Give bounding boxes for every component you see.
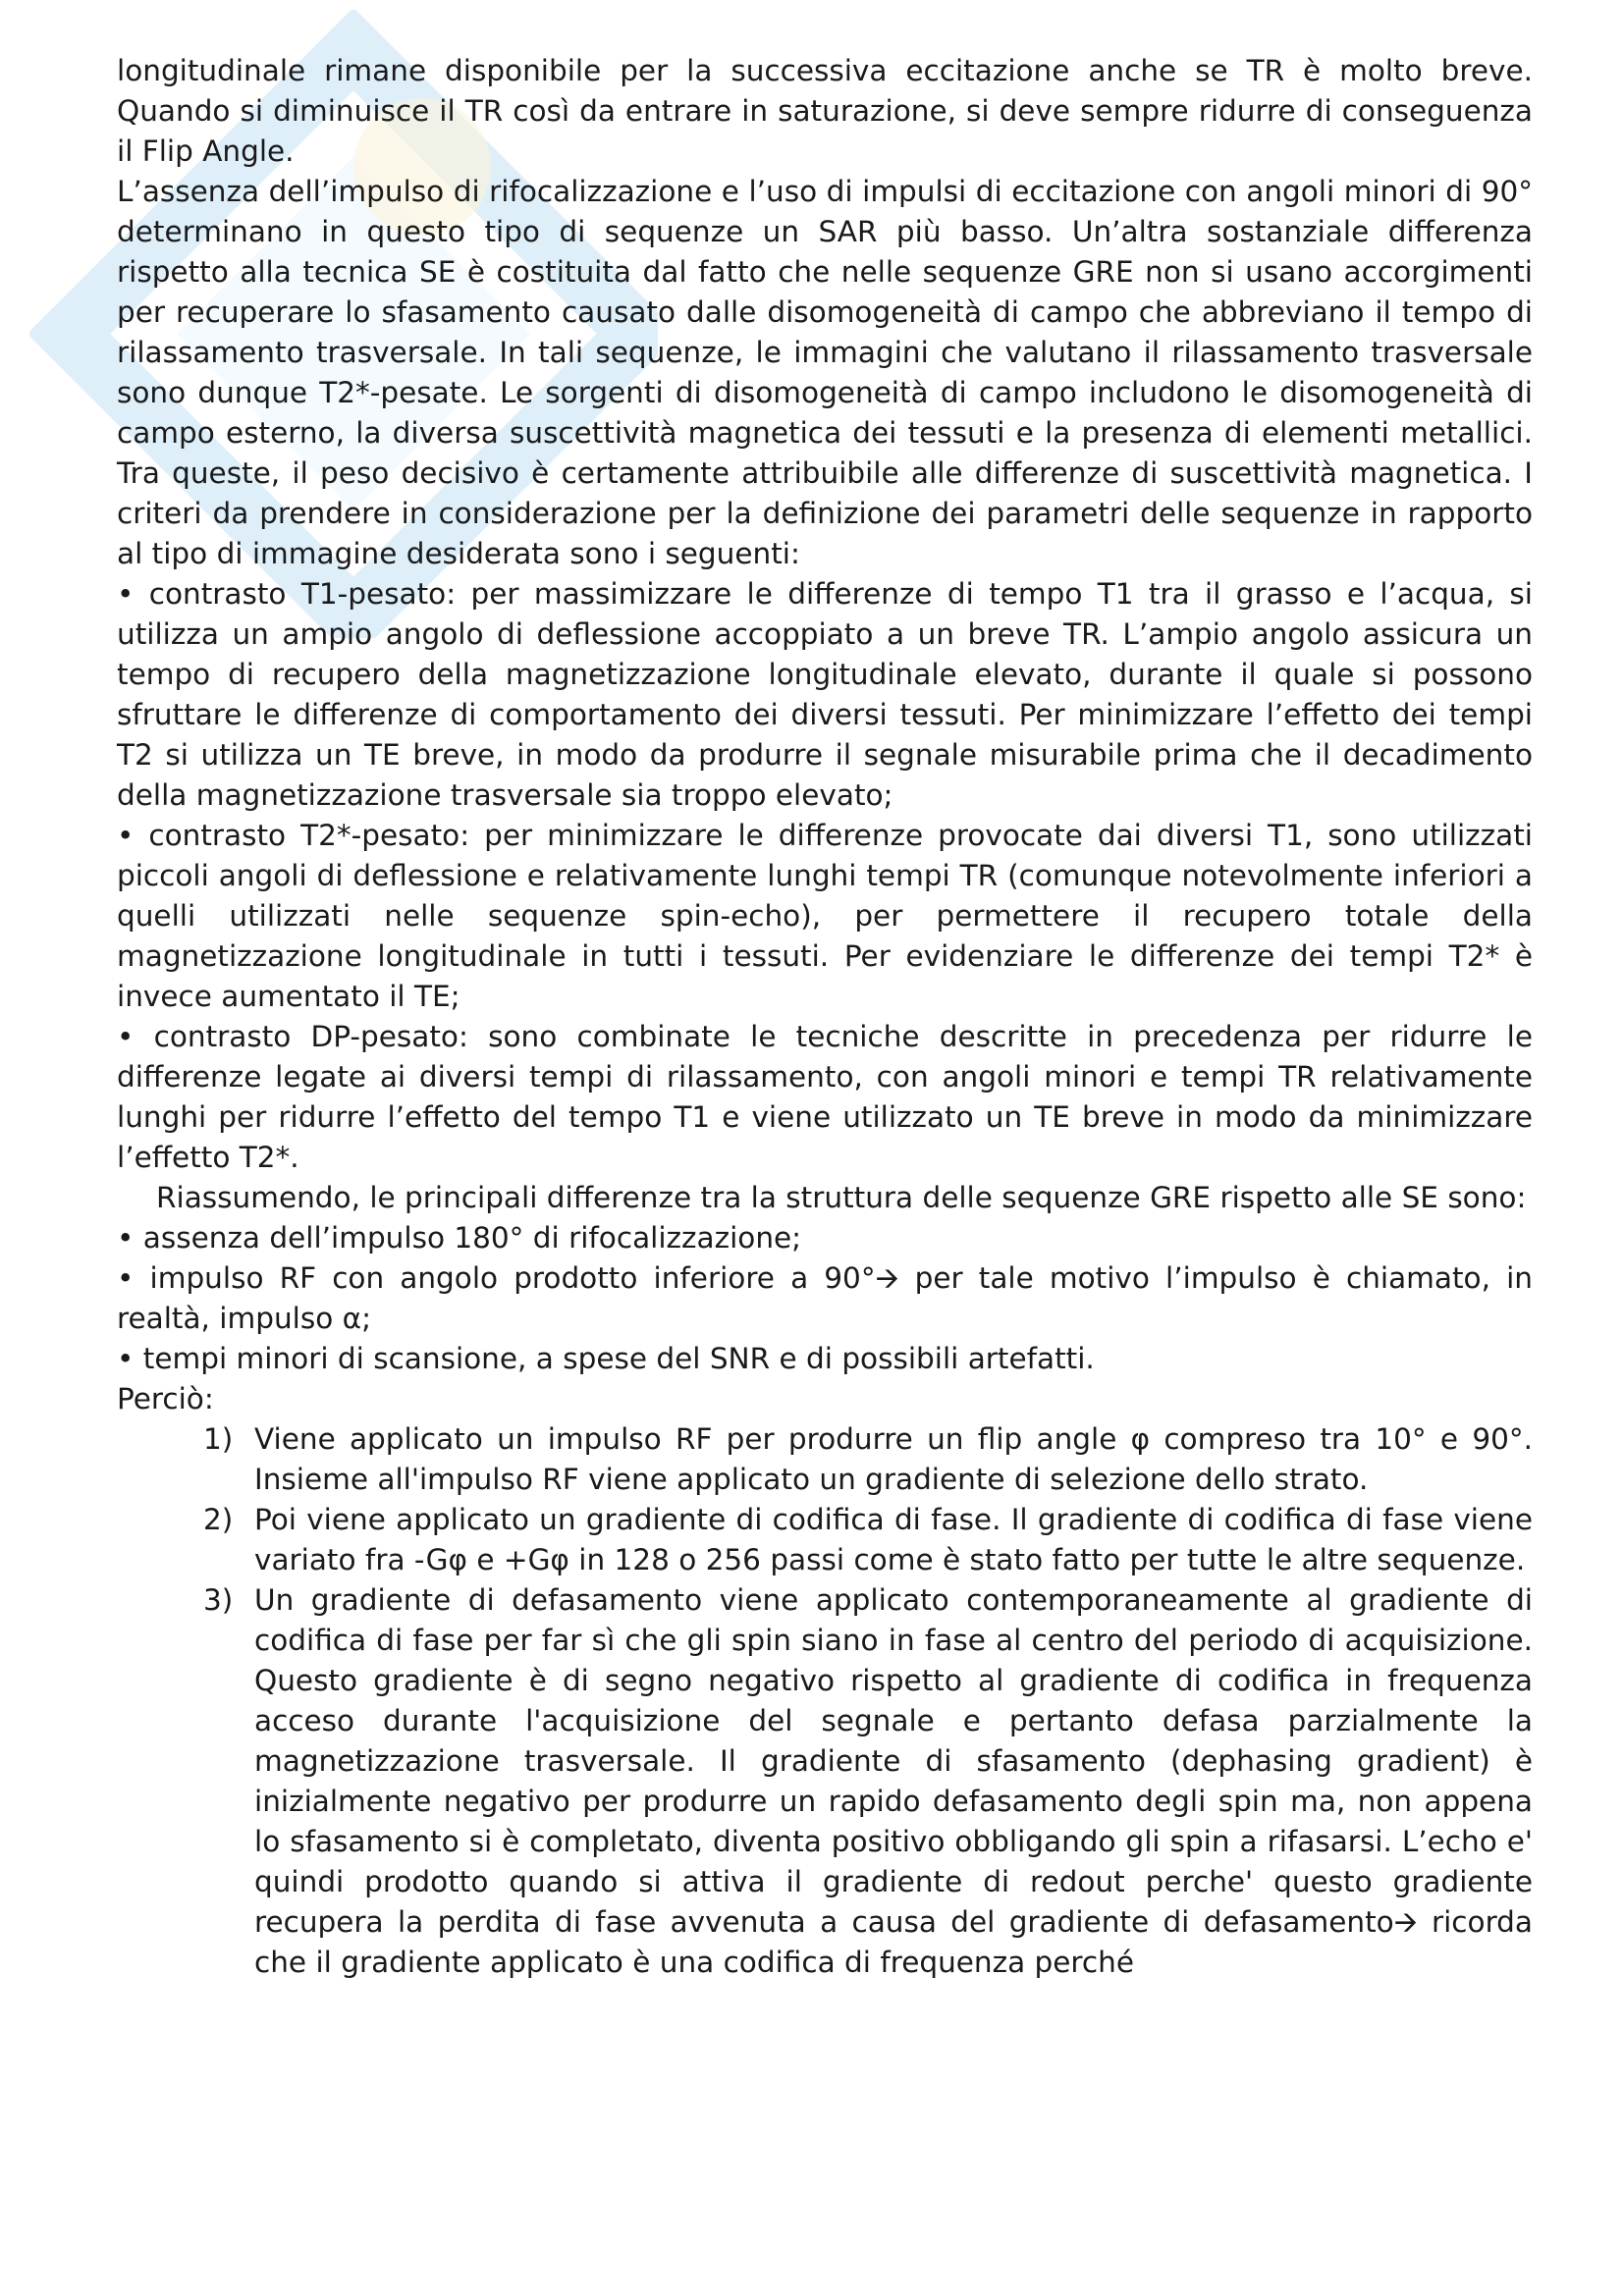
paragraph-gre-differences: L’assenza dell’impulso di rifocalizzazione e l’uso di impulsi di eccitazione con angoli minori di 90° determinano in questo tipo di sequenze un SAR più basso. Un’altra sostanziale differenza rispetto alla tecnica SE è costituita dal fatto che nelle sequenze GRE non si usano accorgimenti per recuperare lo sfasamento causato dalle disomogeneità di campo che abbreviano il tempo di rilassamento trasversale. In tali sequenze, le immagini che valutano il rilassamento trasversale sono dunque T2*-pesate. Le sorgenti di disomogeneità di campo includono le disomogeneità di campo esterno, la diversa suscettività magnetica dei tessuti e la presenza di elementi metallici. Tra queste, il peso decisivo è certamente attribuibile alle differenze di suscettività magnetica. I criteri da prendere in considerazione per la definizione dei parametri delle sequenze in rapporto al tipo di immagine desiderata sono i seguenti:: [117, 175, 1533, 570]
list-item-number: 1): [203, 1422, 234, 1456]
bullet-dp-weighted: • contrasto DP-pesato: sono combinate le tecniche descritte in precedenza per ridurre le differenze legate ai diversi tempi di rilassamento, con angoli minori e tempi TR relativamente lunghi per ridurre l’effetto del tempo T1 e viene utilizzato un TE breve in modo da minimizzare l’effetto T2*.: [117, 1020, 1533, 1174]
difference-item-3: • tempi minori di scansione, a spese del SNR e di possibili artefatti.: [117, 1342, 1095, 1375]
list-item-number: 3): [203, 1583, 234, 1617]
percio-label: Perciò:: [117, 1382, 214, 1415]
steps-list: [117, 1419, 1533, 1983]
list-item-text: Viene applicato un impulso RF per produrre un flip angle φ compreso tra 10° e 90°. Insieme all'impulso RF viene applicato un gradiente di selezione dello strato.: [254, 1422, 1533, 1496]
list-item-text: Un gradiente di defasamento viene applicato contemporaneamente al gradiente di codifica di fase per far sì che gli spin siano in fase al centro del periodo di acquisizione. Questo gradiente è di segno negativo rispetto al gradiente di codifica in frequenza acceso durante l'acquisizione del segnale e pertanto defasa parzialmente la magnetizzazione trasversale. Il gradiente di sfasamento (dephasing gradient) è inizialmente negativo per produrre un rapido defasamento degli spin ma, non appena lo sfasamento si è completato, diventa positivo obbligando gli spin a rifasarsi. L’echo e' quindi prodotto quando si attiva il gradiente di redout perche' questo gradiente recupera la perdita di fase avvenuta a causa del gradiente di defasamento🡪 ricorda che il gradiente applicato è una codifica di frequenza perché: [254, 1583, 1533, 1979]
bullet-t2star-weighted: • contrasto T2*-pesato: per minimizzare le differenze provocate dai diversi T1, sono utilizzati piccoli angoli di deflessione e relativamente lunghi tempi TR (comunque notevolmente inferiori a quelli utilizzati nelle sequenze spin-echo), per permettere il recupero totale della magnetizzazione longitudinale in tutti i tessuti. Per evidenziare le differenze dei tempi T2* è invece aumentato il TE;: [117, 819, 1533, 1013]
list-item: [117, 1500, 1533, 1580]
list-item-text: Poi viene applicato un gradiente di codifica di fase. Il gradiente di codifica di fase viene variato fra -Gφ e +Gφ in 128 o 256 passi come è stato fatto per tutte le altre sequenze.: [254, 1503, 1533, 1576]
document-body: [117, 51, 1533, 1983]
difference-item-2: • impulso RF con angolo prodotto inferiore a 90°🡪 per tale motivo l’impulso è chiamato, in realtà, impulso α;: [117, 1261, 1533, 1335]
list-item-number: 2): [203, 1503, 234, 1536]
list-item: [117, 1419, 1533, 1500]
paragraph-continuation: longitudinale rimane disponibile per la successiva eccitazione anche se TR è molto breve. Quando si diminuisce il TR così da entrare in saturazione, si deve sempre ridurre di conseguenza il Flip Angle.: [117, 54, 1533, 168]
list-item: [117, 1580, 1533, 1983]
summary-intro: Riassumendo, le principali differenze tra la struttura delle sequenze GRE rispetto alle SE sono:: [156, 1181, 1527, 1214]
bullet-t1-weighted: • contrasto T1-pesato: per massimizzare le differenze di tempo T1 tra il grasso e l’acqua, si utilizza un ampio angolo di deflessione accoppiato a un breve TR. L’ampio angolo assicura un tempo di recupero della magnetizzazione longitudinale elevato, durante il quale si possono sfruttare le differenze di comportamento dei diversi tessuti. Per minimizzare l’effetto dei tempi T2 si utilizza un TE breve, in modo da produrre il segnale misurabile prima che il decadimento della magnetizzazione trasversale sia troppo elevato;: [117, 577, 1533, 812]
difference-item-1: • assenza dell’impulso 180° di rifocalizzazione;: [117, 1221, 802, 1255]
